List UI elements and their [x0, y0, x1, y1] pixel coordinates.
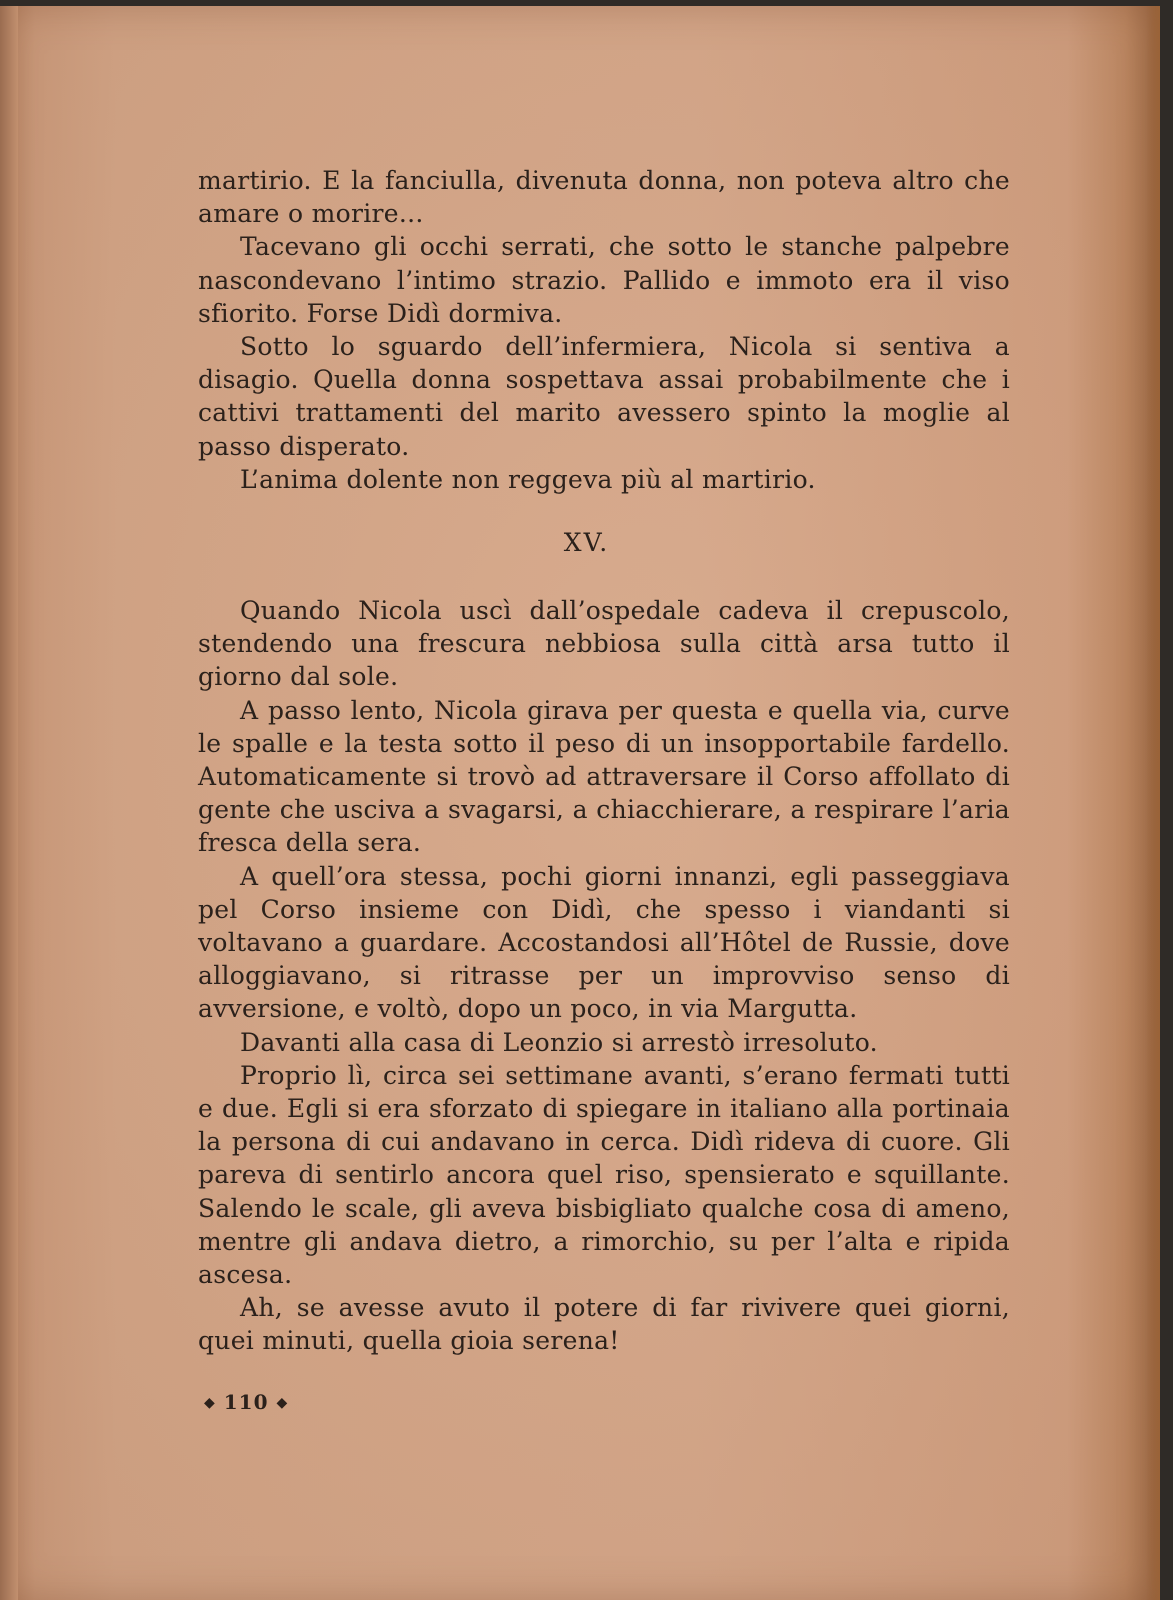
text-block-bottom — [198, 594, 1010, 1358]
paragraph: martirio. E la fanciulla, divenuta donna, non poteva altro che amare o morire... — [198, 166, 1010, 229]
diamond-ornament-icon: ◆ — [276, 1395, 289, 1411]
paragraph: Tacevano gli occhi serrati, che sotto le stanche palpebre nascondevano l’intimo strazio. Pallido e immoto era il viso sfiorito. Forse Didì dormiva. — [198, 232, 1010, 328]
paragraph: Davanti alla casa di Leonzio si arrestò irresoluto. — [240, 1027, 878, 1057]
paragraph: L’anima dolente non reggeva più al martirio. — [240, 464, 816, 494]
paragraph: Quando Nicola uscì dall’ospedale cadeva il crepuscolo, stendendo una frescura nebbiosa sulla città arsa tutto il giorno dal sole. — [198, 596, 1010, 692]
page-number: 110 — [223, 1390, 269, 1414]
paragraph: A passo lento, Nicola girava per questa e quella via, curve le spalle e la testa sotto il peso di un insopportabile fardello. Automaticamente si trovò ad attraversare il Corso affollato di gente che usciva a svagarsi, a chiacchierare, a respirare l’aria fresca della sera. — [198, 695, 1010, 858]
text-block-top — [198, 164, 1010, 496]
chapter-heading: XV. — [563, 528, 610, 557]
diamond-ornament-icon: ◆ — [204, 1395, 216, 1411]
paragraph: Sotto lo sguardo dell’infermiera, Nicola si sentiva a disagio. Quella donna sospettava assai probabilmente che i cattivi trattamenti del marito avessero spinto la moglie al passo disperato. — [198, 332, 1010, 461]
book-page — [0, 6, 1160, 1600]
paragraph: Proprio lì, circa sei settimane avanti, s’erano fermati tutti e due. Egli si era sforzato di spiegare in italiano alla portinaia la persona di cui andavano in cerca. Didì rideva di cuore. Gli pareva di sentirlo ancora quel riso, spensierato e squillante. Salendo le scale, gli aveva bisbigliato qualche cosa di ameno, mentre gli andava dietro, a rimorchio, su per l’alta e ripida ascesa. — [198, 1060, 1010, 1290]
paragraph: Ah, se avesse avuto il potere di far rivivere quei giorni, quei minuti, quella gioia serena! — [198, 1293, 1010, 1356]
paragraph: A quell’ora stessa, pochi giorni innanzi, egli passeggiava pel Corso insieme con Didì, che spesso i viandanti si voltavano a guardare. Accostandosi all’Hôtel de Russie, dove alloggiavano, si ritrasse per un improvviso senso di avversione, e voltò, dopo un poco, in via Margutta. — [198, 861, 1010, 1024]
page-number-footer — [204, 1390, 288, 1414]
